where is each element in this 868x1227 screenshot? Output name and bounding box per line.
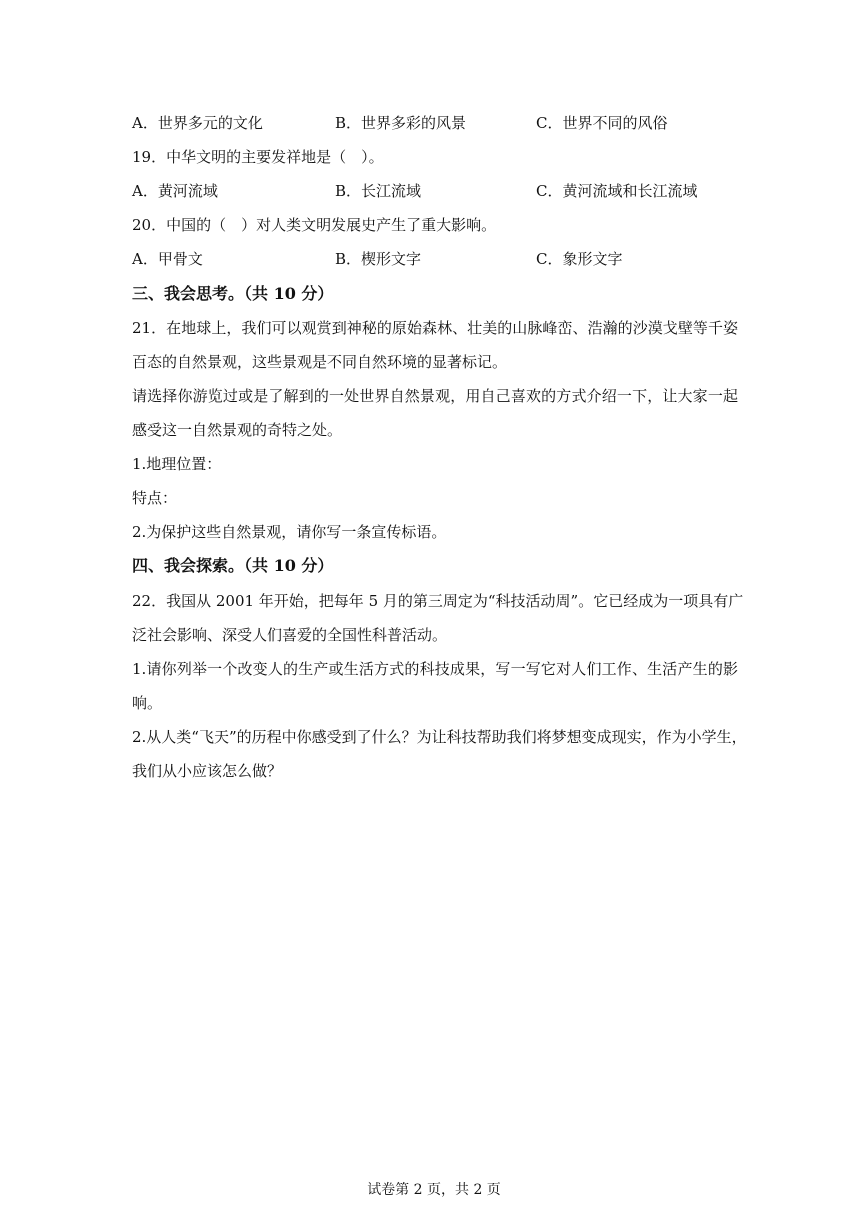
q21-item-1: 1.地理位置： — [132, 455, 222, 473]
q22-item-1-line-2: 响。 — [132, 694, 163, 712]
q18-option-c: C．世界不同的风俗 — [536, 114, 668, 132]
q21-text-line-3: 请选择你游览过或是了解到的一处世界自然景观，用自己喜欢的方式介绍一下，让大家一起 — [132, 387, 738, 405]
q21-item-2: 2.为保护这些自然景观，请你写一条宣传标语。 — [132, 523, 447, 541]
q20-option-c: C．象形文字 — [536, 250, 623, 268]
q19-stem: 19．中华文明的主要发祥地是（ ）。 — [132, 148, 384, 166]
q21-text-line-2: 百态的自然景观，这些景观是不同自然环境的显著标记。 — [132, 353, 508, 371]
section-3-heading: 三、我会思考。（共 10 分） — [132, 284, 334, 303]
q19-option-c: C．黄河流域和长江流域 — [536, 182, 698, 200]
q22-item-1-line-1: 1.请你列举一个改变人的生产或生活方式的科技成果，写一写它对人们工作、生活产生的影 — [132, 660, 738, 678]
q21-text-line-1: 21．在地球上，我们可以观赏到神秘的原始森林、壮美的山脉峰峦、浩瀚的沙漠戈壁等千姿 — [132, 319, 738, 337]
q22-item-2-line-2: 我们从小应该怎么做？ — [132, 762, 283, 780]
q19-option-a: A．黄河流域 — [132, 182, 218, 200]
page-footer: 试卷第 2 页，共 2 页 — [367, 1182, 501, 1198]
q18-option-a: A．世界多元的文化 — [132, 114, 263, 132]
q20-stem: 20．中国的（ ）对人类文明发展史产生了重大影响。 — [132, 216, 497, 234]
q18-option-b: B．世界多彩的风景 — [335, 114, 467, 132]
q20-option-b: B．楔形文字 — [335, 250, 422, 268]
q22-text-line-1: 22．我国从 2001 年开始，把每年 5 月的第三周定为“科技活动周”。它已经成为一项具有广 — [132, 592, 744, 610]
q22-text-line-2: 泛社会影响、深受人们喜爱的全国性科普活动。 — [132, 626, 448, 644]
section-4-heading: 四、我会探索。（共 10 分） — [132, 556, 334, 575]
q19-option-b: B．长江流域 — [335, 182, 422, 200]
q22-item-2-line-1: 2.从人类“飞天”的历程中你感受到了什么？为让科技帮助我们将梦想变成现实，作为小学生， — [132, 728, 747, 746]
q21-item-1-feature: 特点： — [132, 489, 178, 507]
q21-text-line-4: 感受这一自然景观的奇特之处。 — [132, 421, 343, 439]
q20-option-a: A．甲骨文 — [132, 250, 203, 268]
